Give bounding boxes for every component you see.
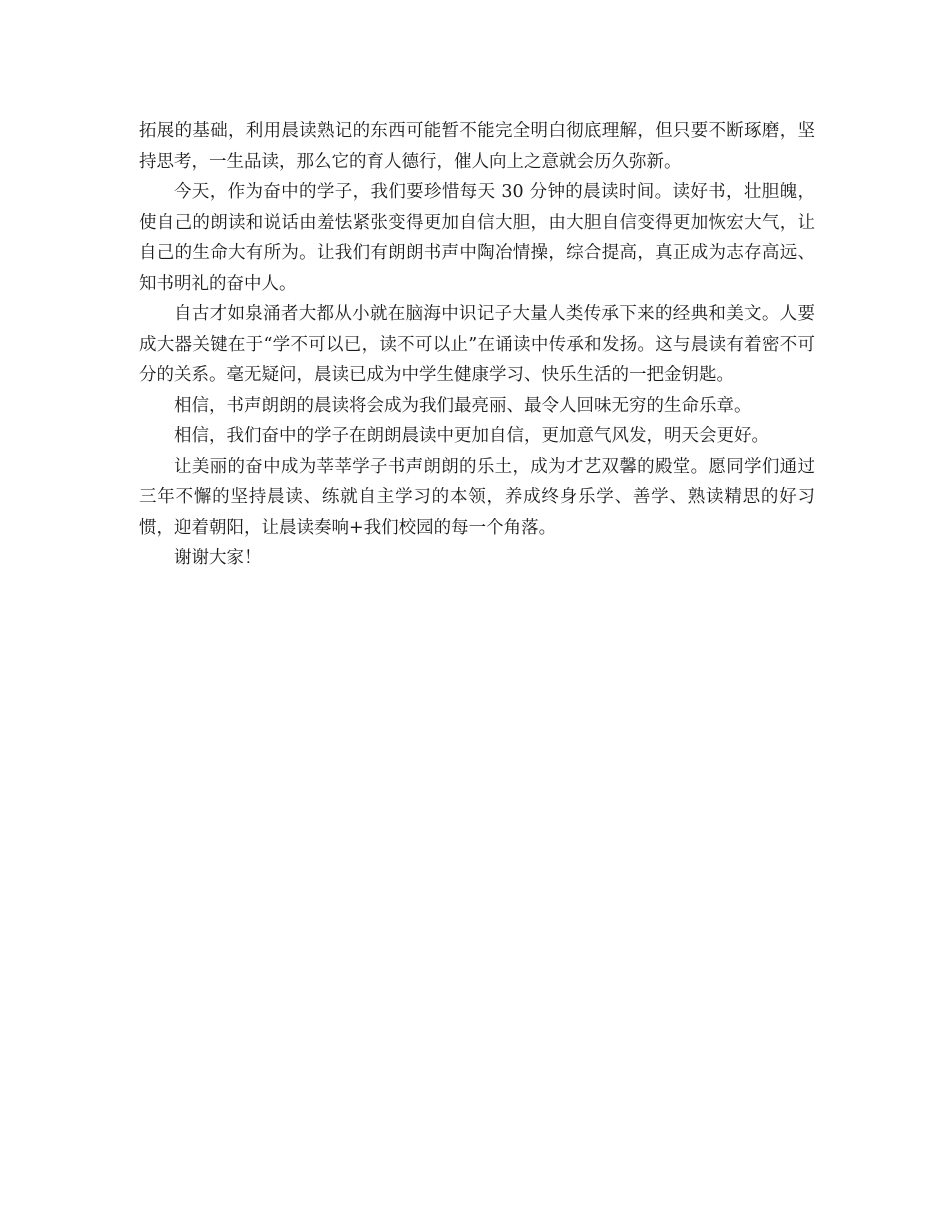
paragraph-continuation: 拓展的基础，利用晨读熟记的东西可能暂不能完全明白彻底理解，但只要不断琢磨，坚持思考，一生品读，那么它的育人德行，催人向上之意就会历久弥新。 xyxy=(139,121,815,172)
paragraph-believe-2: 相信，我们奋中的学子在朗朗晨读中更加自信，更加意气风发，明天会更好。 xyxy=(174,426,769,446)
document-body xyxy=(139,116,815,574)
paragraph-classics: 自古才如泉涌者大都从小就在脑海中识记子大量人类传承下来的经典和美文。人要成大器关键在于“学不可以已，读不可以止”在诵读中传承和发扬。这与晨读有着密不可分的关系。毫无疑问，晨读已成为中学生健康学习、快乐生活的一把金钥匙。 xyxy=(139,304,815,385)
paragraph-wish: 让美丽的奋中成为莘莘学子书声朗朗的乐土，成为才艺双馨的殿堂。愿同学们通过三年不懈的坚持晨读、练就自主学习的本领，养成终身乐学、善学、熟读精思的好习惯，迎着朝阳，让晨读奏响+我们校园的每一个角落。 xyxy=(139,456,815,538)
paragraph-believe-1: 相信，书声朗朗的晨读将会成为我们最亮丽、最令人回味无穷的生命乐章。 xyxy=(174,395,752,416)
paragraph-morning-reading-time: 今天，作为奋中的学子，我们要珍惜每天 30 分钟的晨读时间。读好书，壮胆魄，使自己的朗读和说话由羞怯紧张变得更加自信大胆，由大胆自信变得更加恢宏大气，让自己的生命大有所为。让我们有朗朗书声中陶冶情操，综合提高，真正成为志存高远、知书明礼的奋中人。 xyxy=(139,182,815,294)
paragraph-thanks: 谢谢大家！ xyxy=(174,548,262,568)
